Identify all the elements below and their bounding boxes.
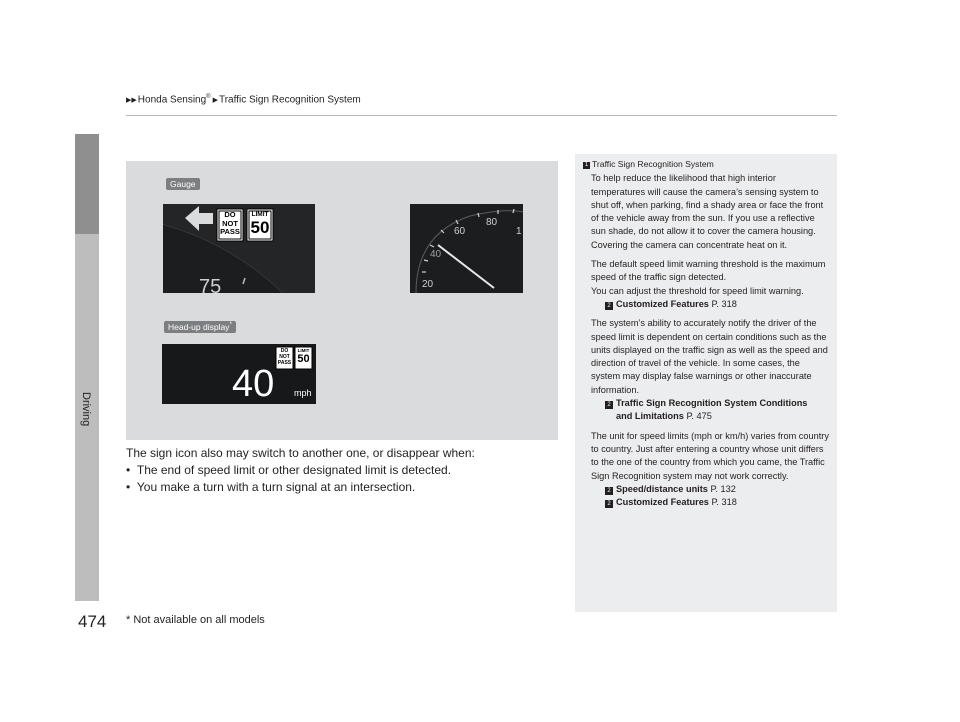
cross-reference-link[interactable]: 2 Customized Features P. 318 [591,496,831,509]
body-text [126,445,566,496]
speed-limit-sign: LIMIT 50 [250,211,270,237]
header-divider [126,115,837,116]
breadcrumb-arrow-icon: ▶▶ [126,97,137,105]
hud-speed-unit: mph [294,388,312,398]
hud-tag: Head-up display* [164,321,236,333]
reference-arrow-icon: 2 [605,487,613,495]
reference-arrow-icon: 2 [605,302,613,310]
gauge-panel [163,204,315,293]
footnote: * Not available on all models [126,614,265,626]
note-paragraph: The system’s ability to accurately notify the driver of the speed limit is dependent on certain conditions such as the units displayed on the traffic sign as well as the speed and direction of travel of the vehicle. In some cases, the system may display false warnings or other inaccurate information. 2 Traffic Sign Recognition System Conditions and Limitations P. 475 [583,317,831,423]
section-label: Driving [80,392,92,427]
note-paragraph: The unit for speed limits (mph or km/h) varies from country to country. Just after entering a country whose unit differs to the one of the country from which you came, the Traffic Sign Recognition system may not work correctly. 2 Speed/distance units P. 132 2 Customized Features P. 318 [583,430,831,510]
note-marker-icon: 1 [584,162,589,168]
dial-label-60: 60 [454,226,466,237]
gauge-tag: Gauge [166,178,200,190]
display-figure [126,161,558,440]
breadcrumb [126,94,361,105]
bullet-item: • The end of speed limit or other designated limit is detected. [126,463,452,477]
cross-reference-link[interactable]: 2 Traffic Sign Recognition System Conditions [591,397,831,410]
reference-arrow-icon: 2 [605,401,613,409]
notes-title: 1 Traffic Sign Recognition System [584,159,714,169]
hud-speed-readout: 40 [232,363,275,404]
dial-label-80: 80 [486,217,498,228]
intro-text: The sign icon also may switch to another one, or disappear when: [126,446,475,460]
cross-reference-link[interactable]: 2 Speed/distance units P. 132 [591,483,831,496]
hud-speed-limit-sign: LIMIT 50 [297,348,310,365]
gauge-speed-readout: 75 [199,276,222,293]
do-not-pass-sign: DO NOT PASS [220,210,240,236]
dial-label-20: 20 [422,279,434,290]
hud-do-not-pass-sign: DO NOT PASS [277,348,292,366]
cross-reference-link[interactable]: 2 Customized Features P. 318 [591,298,831,311]
breadcrumb-traffic-sign: Traffic Sign Recognition System [218,94,361,106]
page-number: 474 [78,612,107,631]
reference-arrow-icon: 2 [605,500,613,508]
breadcrumb-arrow-icon: ▶ [212,97,218,105]
bullet-item: • You make a turn with a turn signal at an intersection. [126,480,416,494]
hud-panel [162,344,316,404]
dial-label-partial: 1 [516,226,522,237]
dial-label-40: 40 [430,249,442,260]
breadcrumb-honda-sensing: Honda Sensing [137,94,207,106]
cross-reference-link-continued[interactable]: and Limitations P. 475 [616,411,712,422]
speedometer-panel [410,204,523,293]
registered-mark: ® [206,94,211,100]
note-paragraph: To help reduce the likelihood that high interior temperatures will cause the camera’s sensing system to shut off, when parking, find a shady area or face the front of the vehicle away from the sun. If you use a reflective sun shade, do not allow it to cover the camera housing. Covering the camera can concentrate heat on it. [591,173,824,250]
section-tab-accent [75,134,99,234]
note-paragraph: The default speed limit warning threshold is the maximum speed of the traffic sign detected. You can adjust the threshold for speed limit warning. 2 Customized Features P. 318 [583,258,831,311]
notes-sidebar [575,154,837,612]
